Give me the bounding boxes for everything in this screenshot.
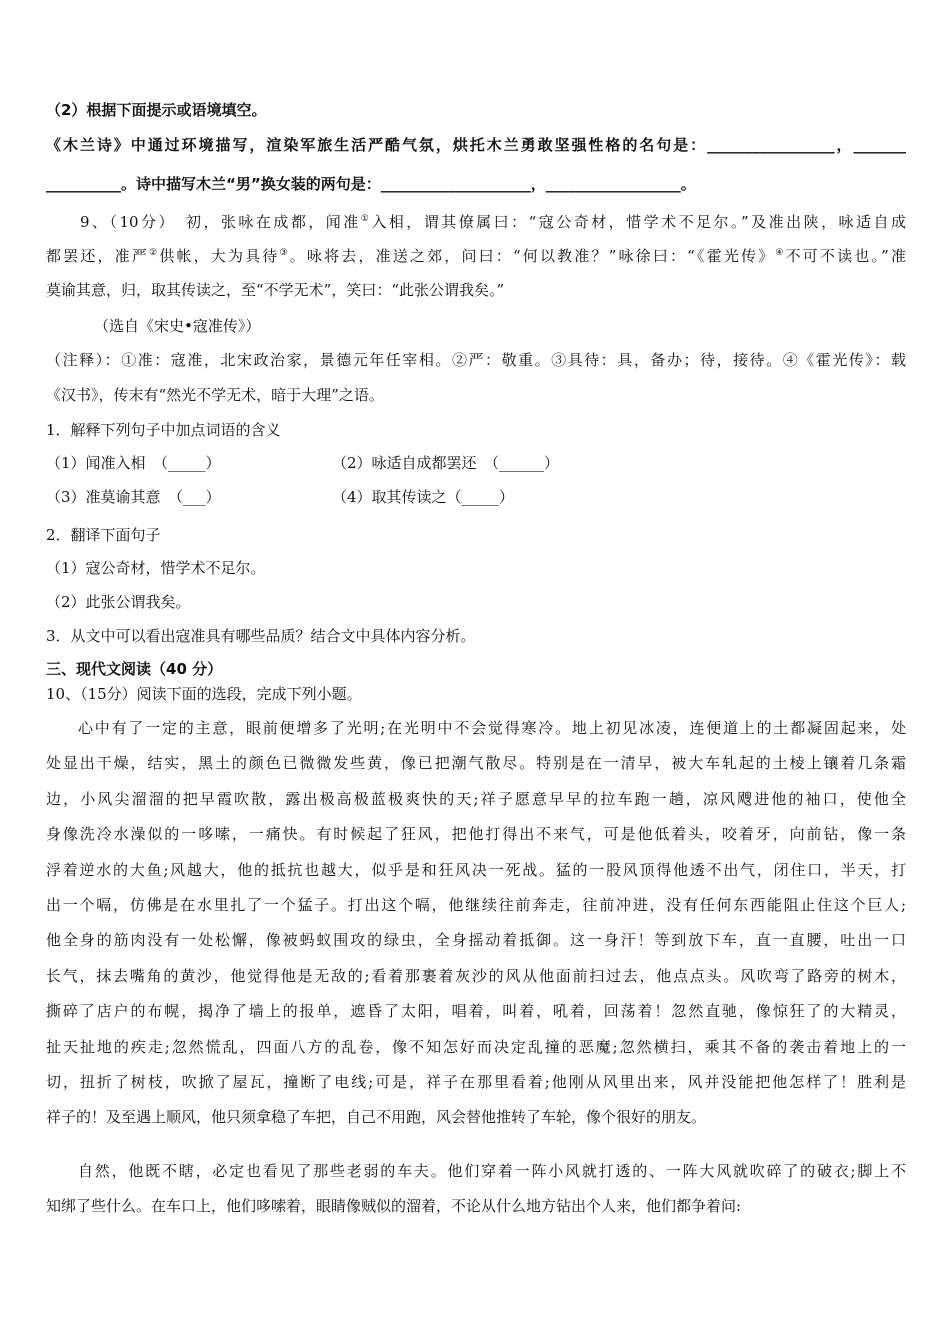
q9-note-line-2: 《汉书》，传末有“然光不学无术，暗于大理”之语。	[46, 386, 384, 404]
para1-line: 边，小风尖溜溜的把早霞吹散，露出极高极蓝极爽快的天;祥子愿意早早的拉车跑一趟，凉风飕进他的袖口，使他全	[46, 789, 906, 808]
q9-passage-line-3: 莫谕其意，归，取其传读之，至“不学无术”，笑曰：“此张公谓我矣。”	[46, 281, 505, 299]
para1-line: 心中有了一定的主意，眼前便增多了光明;在光明中不会觉得寒冷。地上初见冰凌，连便道上的土都凝固起来，处	[78, 719, 906, 737]
q9-translate-1: （1）寇公奇材，惜学术不足尔。	[46, 559, 266, 577]
word-item-1: （1）闻准入相 （_____）	[46, 454, 221, 472]
para1-line: 切，扭折了树枝，吹掀了屋瓦，撞断了电线;可是，祥子在那里看着;他刚从风里出来，风并没能把他怎样了！胜利是	[46, 1073, 906, 1091]
q9-word-row-2	[46, 487, 906, 507]
section-3-title: 三、现代文阅读（40 分）	[46, 660, 223, 678]
q9-note-line-1: （注释）：①准：寇准，北宋政治家，景德元年任宰相。②严：敬重。③具待：具，备办；待，接待。④《霍光传》：载	[46, 351, 906, 369]
para1-line: 出一个嗝，仿佛是在水里扎了一个猛子。打出这个嗝，他继续往前奔走，往前冲进，没有任何东西能阻止住这个巨人;	[46, 896, 906, 914]
q9-source: （选自《宋史•寇准传》）	[94, 317, 261, 335]
fill-blank-line-2: __________。诗中描写木兰“男”换女装的两句是：____________________，__________________。	[46, 175, 696, 193]
q9-passage-line-1: 9、（10分） 初，张咏在成都，闻准①入相，谓其僚属曰：“寇公奇材，惜学术不足尔。”及准出陕，咏适自成	[80, 213, 906, 231]
q9-sub3-heading: 3．从文中可以看出寇准具有哪些品质？结合文中具体内容分析。	[46, 627, 476, 645]
fill-blank-line-1: 《木兰诗》中通过环境描写，渲染军旅生活严酷气氛，烘托木兰勇敢坚强性格的名句是：_________________，_______	[46, 136, 906, 154]
para1-line: 他全身的筋肉没有一处松懈，像被蚂蚁围攻的绿虫，全身摇动着抵御。这一身汗！等到放下车，直一直腰，吐出一口	[46, 931, 906, 950]
q9-sub1-heading: 1．解释下列句子中加点词语的含义	[46, 421, 281, 439]
para1-line: 长气，抹去嘴角的黄沙，他觉得他是无敌的;看着那裹着灰沙的风从他面前扫过去，他点点头。风吹弯了路旁的树木，	[46, 966, 906, 985]
para2-line: 知绑了些什么。在车口上，他们哆嗦着，眼睛像贼似的溜着，不论从什么地方钻出个人来，他们都争着问:	[46, 1197, 742, 1215]
para1-line: 扯天扯地的疾走;忽然慌乱，四面八方的乱卷，像不知怎好而决定乱撞的恶魔;忽然横扫，乘其不备的袭击着地上的一	[46, 1037, 906, 1056]
word-item-3: （3）准莫谕其意 （___）	[46, 488, 221, 506]
para1-line: 撕碎了店户的布幌，揭净了墙上的报单，遮昏了太阳，唱着，叫着，吼着，回荡着！忽然直驰，像惊狂了的大精灵，	[46, 1002, 906, 1021]
word-item-4: （4）取其传读之（_____）	[332, 488, 515, 506]
para2-line: 自然，他既不瞎，必定也看见了那些老弱的车夫。他们穿着一阵小风就打透的、一阵大风就吹碎了的破衣;脚上不	[78, 1162, 906, 1180]
word-item-2: （2）咏适自成都罢还 （______）	[332, 454, 560, 472]
para1-line: 身像洗冷水澡似的一哆嗦，一痛快。有时候起了狂风，把他打得出不来气，可是他低着头，咬着牙，向前钻，像一条	[46, 825, 906, 844]
q9-passage-line-2: 都罢还，准严②供帐，大为具待③。咏将去，准送之郊，问曰：“何以教准？”咏徐曰：“《霍光传》④不可不读也。”准	[46, 247, 906, 265]
para1-line: 浮着逆水的大鱼;风越大，他的抵抗也越大，似乎是和狂风决一死战。猛的一股风顶得他透不出气，闭住口，半天，打	[46, 860, 906, 879]
para1-line: 处显出干燥，结实，黑土的颜色已微微发些黄，像已把潮气散尽。特别是在一清早，被大车轧起的土棱上镶着几条霜	[46, 754, 906, 773]
q9-word-row-1	[46, 453, 906, 473]
q9-sub2-heading: 2．翻译下面句子	[46, 526, 161, 544]
q9-translate-2: （2）此张公谓我矣。	[46, 593, 191, 611]
para1-line: 祥子的！及至遇上顺风，他只须拿稳了车把，自己不用跑，风会替他推转了车轮，像个很好的朋友。	[46, 1108, 707, 1127]
q10-intro: 10、（15分）阅读下面的选段，完成下列小题。	[46, 685, 362, 703]
fill-blank-heading: （2）根据下面提示或语境填空。	[46, 101, 267, 119]
